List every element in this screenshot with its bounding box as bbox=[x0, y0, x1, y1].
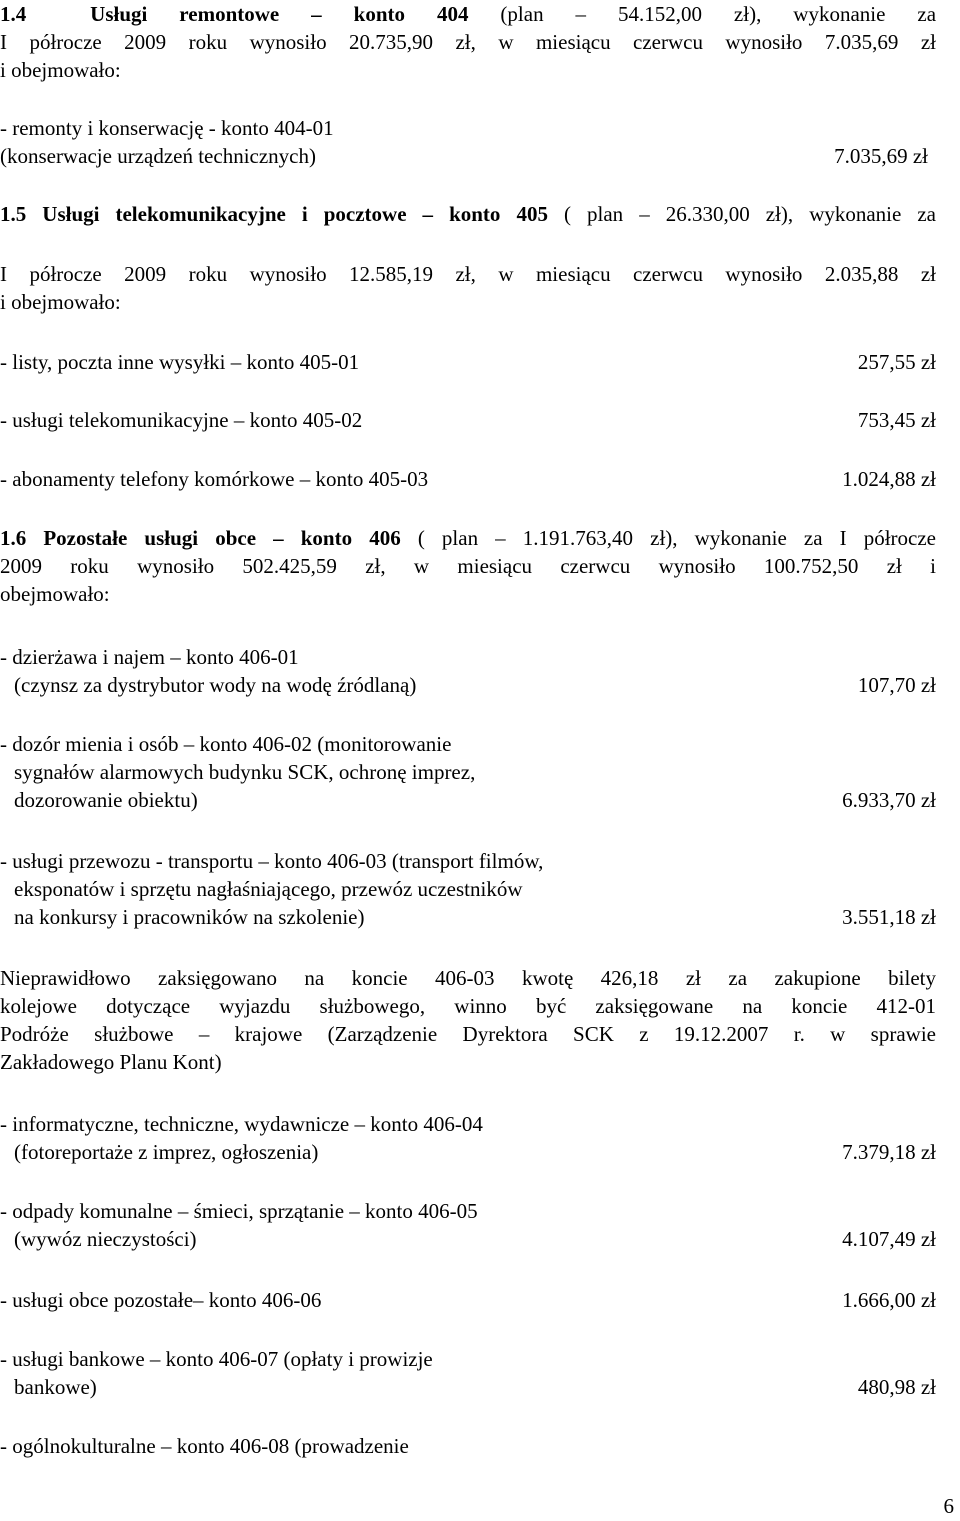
item-406-04 bbox=[0, 1110, 936, 1166]
item-label: - dozór mienia i osób – konto 406-02 (monitorowanie bbox=[0, 732, 452, 756]
section-1-4 bbox=[0, 0, 936, 84]
item-406-02 bbox=[0, 730, 936, 814]
item-amount: 4.107,49 zł bbox=[842, 1227, 936, 1251]
paragraph-line: i obejmowało: bbox=[0, 290, 121, 314]
section-number: 1.6 bbox=[0, 526, 27, 550]
section-1-5-body bbox=[0, 260, 936, 316]
item-amount: 753,45 zł bbox=[857, 408, 936, 432]
plan-text: (plan – 54.152,00 zł), wykonanie za bbox=[500, 2, 937, 26]
item-label: - listy, poczta inne wysyłki – konto 405-01 bbox=[0, 350, 360, 374]
item-406-06 bbox=[0, 1286, 936, 1314]
item-406-08 bbox=[0, 1432, 936, 1460]
item-label-cont: (konserwacje urządzeń technicznych) bbox=[0, 144, 316, 168]
item-405-01 bbox=[0, 348, 936, 376]
item-label: - usługi telekomunikacyjne – konto 405-02 bbox=[0, 408, 363, 432]
note-line: Podróże służbowe – krajowe (Zarządzenie Dyrektora SCK z 19.12.2007 r. w sprawie bbox=[0, 1022, 936, 1046]
item-label: - usługi obce pozostałe– konto 406-06 bbox=[0, 1288, 322, 1312]
item-amount: 1.666,00 zł bbox=[842, 1288, 936, 1312]
section-1-6-heading-line bbox=[0, 524, 936, 552]
plan-text: ( plan – 1.191.763,40 zł), wykonanie za I półrocze bbox=[417, 526, 937, 550]
item-406-07 bbox=[0, 1345, 936, 1401]
item-label: - usługi przewozu - transportu – konto 406-03 (transport filmów, bbox=[0, 849, 544, 873]
item-label-cont: dozorowanie obiektu) bbox=[14, 788, 198, 812]
item-label: - ogólnokulturalne – konto 406-08 (prowadzenie bbox=[0, 1434, 409, 1458]
item-label-cont: eksponatów i sprzętu nagłaśniającego, przewóz uczestników bbox=[14, 877, 523, 901]
note-line: kolejowe dotyczące wyjazdu służbowego, winno być zaksięgowane na koncie 412-01 bbox=[0, 994, 936, 1018]
paragraph-line: 2009 roku wynosiło 502.425,59 zł, w miesiącu czerwcu wynosiło 100.752,50 zł i bbox=[0, 554, 936, 578]
paragraph-line: I półrocze 2009 roku wynosiło 12.585,19 zł, w miesiącu czerwcu wynosiło 2.035,88 zł bbox=[0, 262, 936, 286]
item-label: - dzierżawa i najem – konto 406-01 bbox=[0, 645, 299, 669]
item-406-03 bbox=[0, 847, 936, 931]
item-label: - abonamenty telefony komórkowe – konto 405-03 bbox=[0, 467, 429, 491]
item-label-cont: (czynsz za dystrybutor wody na wodę źródlaną) bbox=[14, 673, 417, 697]
section-1-5-heading-line bbox=[0, 200, 936, 228]
page-number: 6 bbox=[943, 1494, 954, 1518]
paragraph-line: i obejmowało: bbox=[0, 58, 121, 82]
section-number: 1.5 bbox=[0, 202, 27, 226]
paragraph-line: I półrocze 2009 roku wynosiło 20.735,90 zł, w miesiącu czerwcu wynosiło 7.035,69 zł bbox=[0, 30, 936, 54]
item-amount: 7.035,69 zł bbox=[834, 144, 928, 168]
section-title: Usługi remontowe – konto 404 bbox=[90, 2, 469, 26]
item-label-cont: (fotoreportaże z imprez, ogłoszenia) bbox=[14, 1140, 319, 1164]
item-label: - odpady komunalne – śmieci, sprzątanie – konto 406-05 bbox=[0, 1199, 478, 1223]
plan-text: ( plan – 26.330,00 zł), wykonanie za bbox=[564, 202, 937, 226]
note-paragraph bbox=[0, 964, 936, 1076]
item-label-cont: bankowe) bbox=[14, 1375, 97, 1399]
item-405-03 bbox=[0, 465, 936, 493]
item-label: - usługi bankowe – konto 406-07 (opłaty i prowizje bbox=[0, 1347, 433, 1371]
item-405-02 bbox=[0, 406, 936, 434]
section-1-6 bbox=[0, 524, 936, 608]
item-amount: 3.551,18 zł bbox=[842, 905, 936, 929]
section-1-5 bbox=[0, 200, 936, 228]
item-406-01 bbox=[0, 643, 936, 699]
note-line: Nieprawidłowo zaksięgowano na koncie 406-03 kwotę 426,18 zł za zakupione bilety bbox=[0, 966, 936, 990]
item-label-cont: sygnałów alarmowych budynku SCK, ochronę imprez, bbox=[14, 760, 476, 784]
section-title: Usługi telekomunikacyjne i pocztowe – konto 405 bbox=[42, 202, 548, 226]
item-amount: 7.379,18 zł bbox=[842, 1140, 936, 1164]
item-amount: 480,98 zł bbox=[857, 1375, 936, 1399]
section-title: Pozostałe usługi obce – konto 406 bbox=[43, 526, 401, 550]
item-label: - informatyczne, techniczne, wydawnicze – konto 406-04 bbox=[0, 1112, 483, 1136]
item-amount: 107,70 zł bbox=[857, 673, 936, 697]
item-amount: 6.933,70 zł bbox=[842, 788, 936, 812]
item-amount: 1.024,88 zł bbox=[842, 467, 936, 491]
note-line: Zakładowego Planu Kont) bbox=[0, 1050, 222, 1074]
item-amount: 257,55 zł bbox=[857, 350, 936, 374]
item-line bbox=[0, 142, 936, 170]
item-label-cont: (wywóz nieczystości) bbox=[14, 1227, 197, 1251]
item-404-01 bbox=[0, 114, 936, 170]
item-406-05 bbox=[0, 1197, 936, 1253]
item-label-cont: na konkursy i pracowników na szkolenie) bbox=[14, 905, 365, 929]
item-label: - remonty i konserwację - konto 404-01 bbox=[0, 116, 334, 140]
section-1-4-heading-line bbox=[0, 0, 936, 28]
section-number: 1.4 bbox=[0, 2, 27, 26]
paragraph-line: obejmowało: bbox=[0, 582, 110, 606]
